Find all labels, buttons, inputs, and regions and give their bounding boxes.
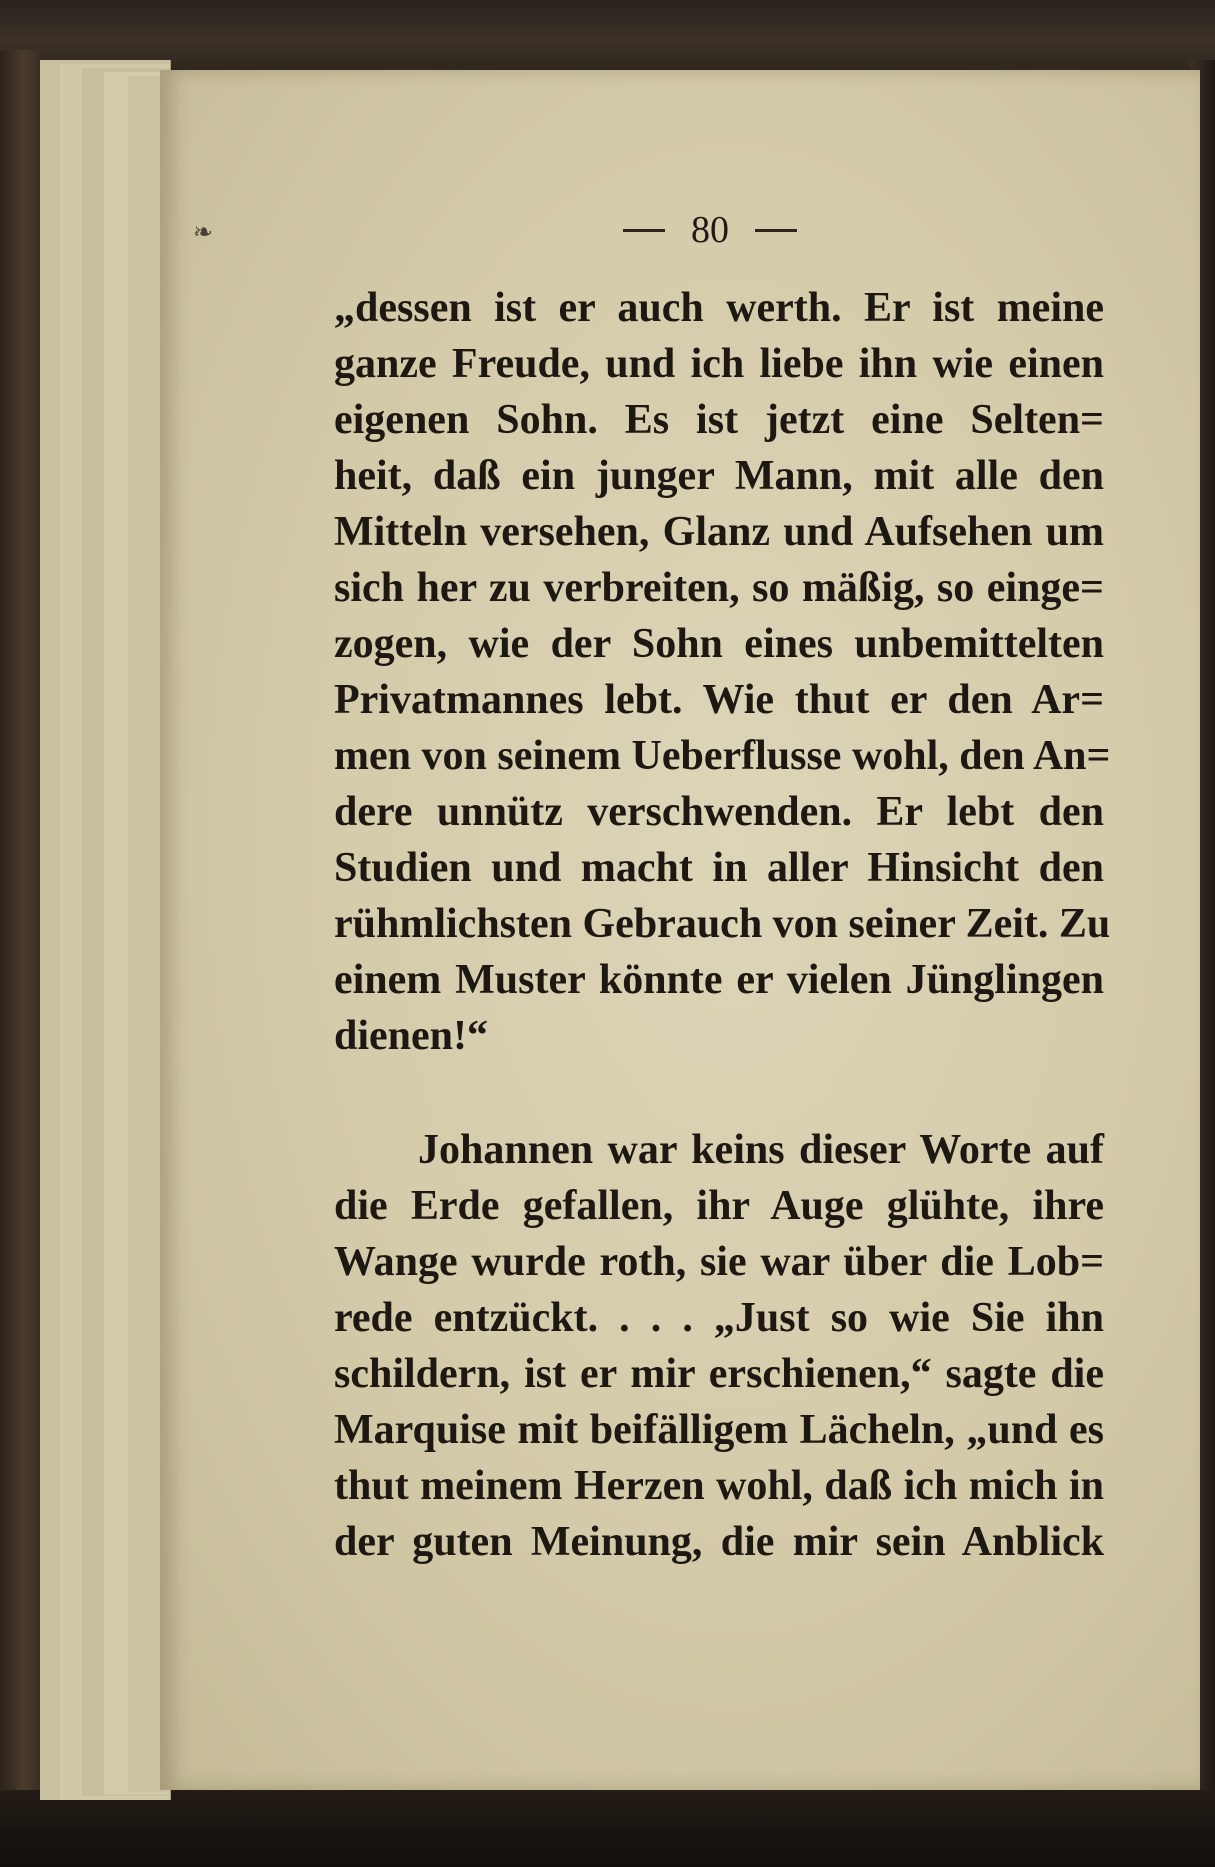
text-line: zogen, wie der Sohn eines unbemittelten bbox=[334, 621, 1104, 667]
text-line: die Erde gefallen, ihr Auge glühte, ihre bbox=[334, 1183, 1104, 1229]
book-binding-bottom bbox=[0, 1790, 1215, 1867]
text-line: dienen!“ bbox=[334, 1013, 489, 1059]
text-line: sich her zu verbreiten, so mäßig, so einge= bbox=[334, 565, 1104, 611]
text-line: Marquise mit beifälligem Lächeln, „und es bbox=[334, 1407, 1104, 1453]
book-binding-top bbox=[0, 0, 1215, 70]
header-dash-right bbox=[755, 229, 797, 232]
text-line: Privatmannes lebt. Wie thut er den Ar= bbox=[334, 677, 1104, 723]
page-number: 80 bbox=[691, 209, 729, 251]
text-line: eigenen Sohn. Es ist jetzt eine Selten= bbox=[334, 397, 1104, 443]
text-line: ganze Freude, und ich liebe ihn wie einen bbox=[334, 341, 1104, 387]
text-line: einem Muster könnte er vielen Jünglingen bbox=[334, 957, 1104, 1003]
text-line: der guten Meinung, die mir sein Anblick bbox=[334, 1519, 1104, 1565]
page-header bbox=[580, 200, 840, 260]
text-line: Wange wurde roth, sie war über die Lob= bbox=[334, 1239, 1104, 1285]
text-line: Studien und macht in aller Hinsicht den bbox=[334, 845, 1104, 891]
book-binding-left bbox=[0, 50, 40, 1867]
printer-flower-icon: ❧ bbox=[193, 218, 214, 246]
paragraph-1 bbox=[334, 280, 1111, 1064]
text-line: rede entzückt. . . . „Just so wie Sie ihn bbox=[334, 1295, 1104, 1341]
text-line: rühmlichsten Gebrauch von seiner Zeit. Zu bbox=[334, 901, 1111, 947]
text-line: Mitteln versehen, Glanz und Aufsehen um bbox=[334, 509, 1104, 555]
text-line: Johannen war keins dieser Worte auf bbox=[418, 1127, 1104, 1173]
text-line: dere unnütz verschwenden. Er lebt den bbox=[334, 789, 1104, 835]
text-line: thut meinem Herzen wohl, daß ich mich in bbox=[334, 1463, 1104, 1509]
paragraph-2 bbox=[334, 1122, 1104, 1570]
text-line: heit, daß ein junger Mann, mit alle den bbox=[334, 453, 1104, 499]
text-line: schildern, ist er mir erschienen,“ sagte die bbox=[334, 1351, 1104, 1397]
header-dash-left bbox=[623, 229, 665, 232]
text-line: „dessen ist er auch werth. Er ist meine bbox=[334, 285, 1104, 331]
text-line: men von seinem Ueberflusse wohl, den An= bbox=[334, 733, 1111, 779]
